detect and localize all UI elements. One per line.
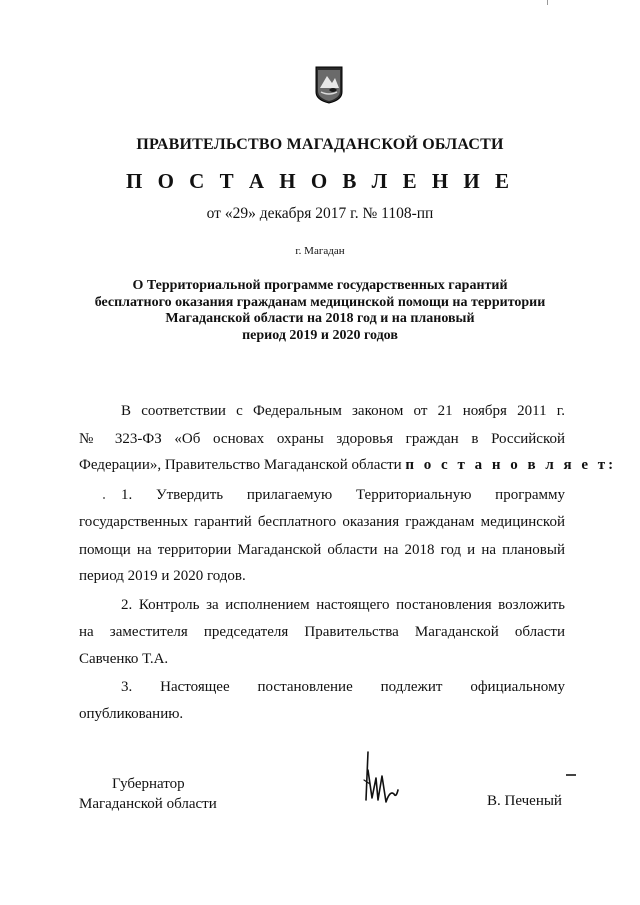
subject-line: Магаданской области на 2018 год и на плановый — [165, 311, 475, 326]
signer-title — [79, 774, 217, 814]
item-2-line: Савченко Т.А. — [79, 651, 169, 667]
item-3-line: 3. Настоящее постановление подлежит официальному — [121, 679, 565, 695]
coat-of-arms-icon — [315, 66, 343, 104]
item-3-line: опубликованию. — [79, 706, 184, 722]
item-1-line: государственных гарантий бесплатного оказания гражданам медицинской — [79, 514, 565, 530]
subject-line: бесплатного оказания гражданам медицинской помощи на территории — [94, 294, 546, 310]
decree-word: п о с т а н о в л я е т: — [405, 457, 617, 473]
signer-name: В. Печеный — [487, 793, 562, 809]
preamble-line — [79, 455, 617, 475]
item-2-line: 2. Контроль за исполнением настоящего постановления возложить — [121, 597, 565, 613]
scan-mark — [547, 0, 548, 5]
document-date-number: от «29» декабря 2017 г. № 1108-пп — [206, 205, 434, 222]
subject-line: О Территориальной программе государственных гарантий — [132, 278, 508, 293]
document-subject — [70, 278, 570, 344]
preamble-line: № 323-ФЗ «Об основах охраны здоровья граждан в Российской — [79, 431, 565, 447]
signer-title-line: Магаданской области — [79, 796, 217, 812]
preamble-line: В соответствии с Федеральным законом от 21 ноября 2011 г. — [121, 403, 565, 419]
document-city: г. Магадан — [295, 245, 345, 257]
signer-title-line: Губернатор — [112, 776, 185, 792]
scan-mark — [566, 774, 576, 776]
handwritten-signature — [360, 750, 404, 812]
subject-line: период 2019 и 2020 годов — [242, 327, 398, 343]
document-type: П О С Т А Н О В Л Е Н И Е — [125, 169, 514, 193]
item-1-line: помощи на территории Магаданской области на 2018 год и на плановый — [79, 542, 565, 558]
item-1-line: 1. Утвердить прилагаемую Территориальную программу — [121, 487, 565, 503]
item-1-line: период 2019 и 2020 годов. — [79, 568, 246, 584]
authority-title: ПРАВИТЕЛЬСТВО МАГАДАНСКОЙ ОБЛАСТИ — [136, 136, 504, 153]
preamble-text: Федерации», Правительство Магаданской области — [79, 457, 402, 473]
item-2-line: на заместителя председателя Правительства Магаданской области — [79, 624, 565, 640]
